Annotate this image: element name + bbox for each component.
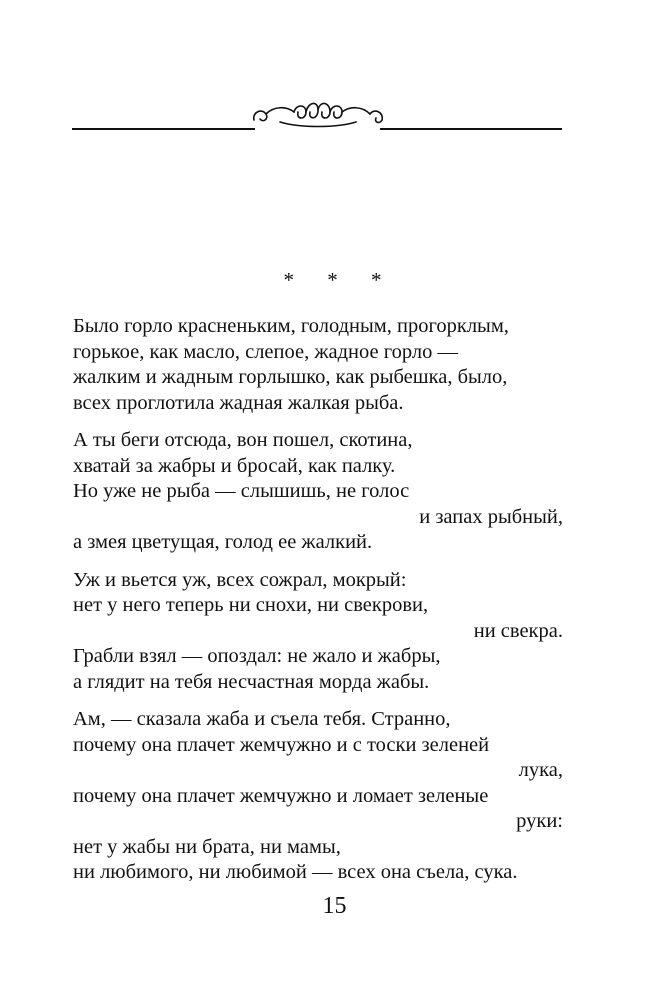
stanza xyxy=(73,428,563,556)
poem-line: нет у него теперь ни снохи, ни свекрови, xyxy=(73,594,429,616)
poem-line: ни любимого, ни любимой — всех она съела, сука. xyxy=(73,861,518,883)
poem-body xyxy=(73,314,563,898)
poem-line: А ты беги отсюда, вон пошел, скотина, xyxy=(73,429,413,451)
poem-line: Ам, — сказала жаба и съела тебя. Странно, xyxy=(73,708,451,730)
poem-line: всех проглотила жадная жалкая рыба. xyxy=(73,391,404,414)
stanza xyxy=(73,707,563,886)
poem-line: Уж и вьется уж, всех сожрал, мокрый: xyxy=(73,568,407,591)
poem-line: Но уже не рыба — слышишь, не голос xyxy=(73,480,410,502)
page-number: 15 xyxy=(322,893,347,919)
poem-line: Было горло красненьким, голодным, прогорклым, xyxy=(73,315,509,337)
flourish-ornament-icon xyxy=(250,96,386,130)
poem-line: жалким и жадным горлышко, как рыбешка, было, xyxy=(73,366,508,388)
poem-line: лука, xyxy=(518,759,563,781)
header-ornament xyxy=(72,92,562,140)
poem-line: почему она плачет жемчужно и с тоски зеленей xyxy=(73,733,490,756)
header-rule-right xyxy=(380,128,562,130)
stanza xyxy=(73,314,563,416)
poem-line: а змея цветущая, голод ее жалкий. xyxy=(73,531,373,553)
asterism-divider: * * * xyxy=(283,268,396,292)
poem-line: руки: xyxy=(516,810,563,832)
poem-line: Грабли взял — опоздал: не жало и жабры, xyxy=(73,645,441,667)
stanza xyxy=(73,568,563,696)
poem-line: горькое, как масло, слепое, жадное горло — xyxy=(73,340,458,363)
poem-line: хватай за жабры и бросай, как палку. xyxy=(73,454,396,477)
poem-line: нет у жабы ни брата, ни мамы, xyxy=(73,835,341,858)
poem-line: а глядит на тебя несчастная морда жабы. xyxy=(73,670,430,693)
poem-line: ни свекра. xyxy=(473,619,563,642)
header-rule-left xyxy=(72,128,255,130)
poem-line: и запах рыбный, xyxy=(419,505,563,528)
poem-line: почему она плачет жемчужно и ломает зеленые xyxy=(73,784,489,807)
